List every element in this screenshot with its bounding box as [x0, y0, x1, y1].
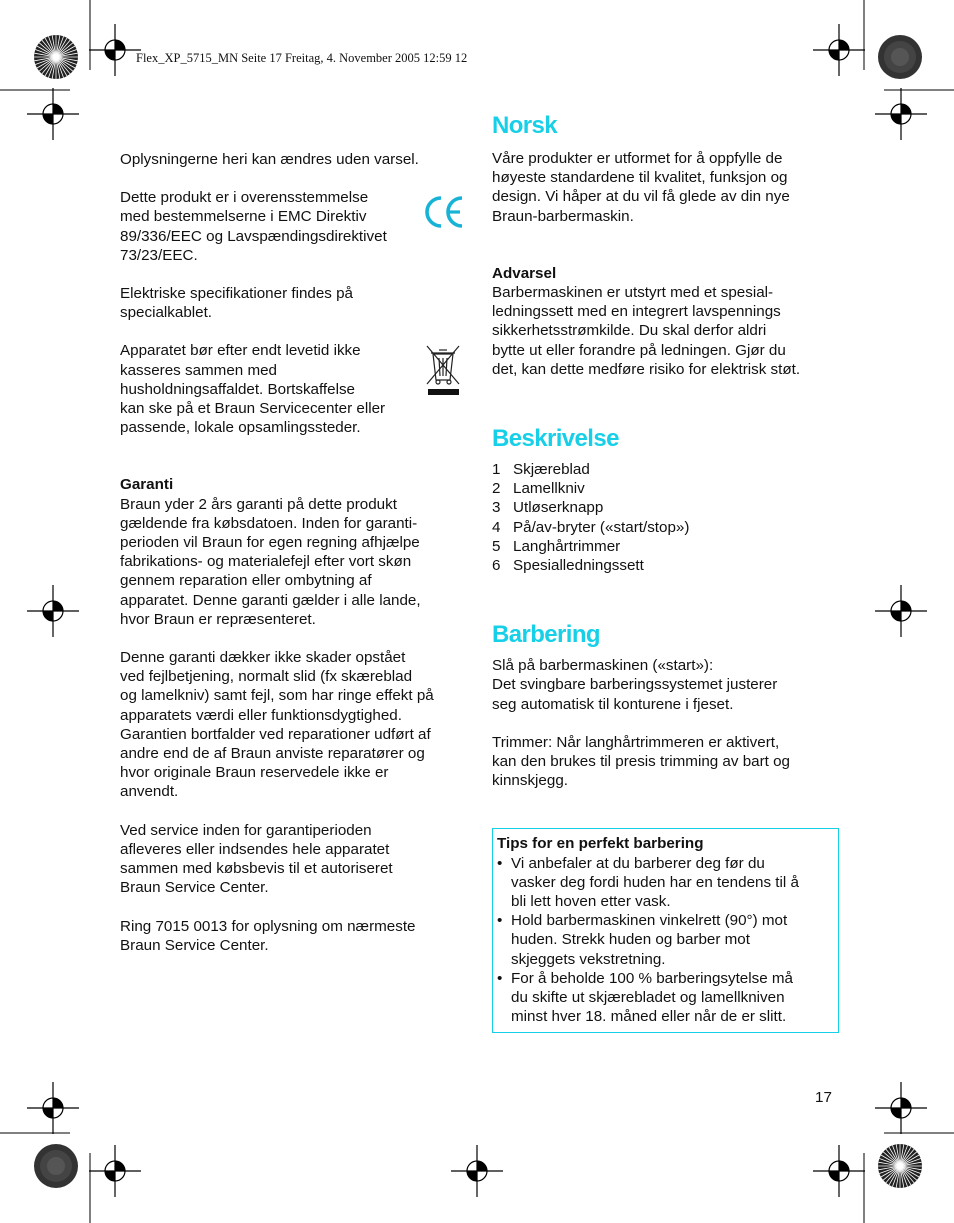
tip-item	[497, 911, 830, 969]
text-line: Braun Service Center.	[120, 879, 269, 897]
text-line: anvendt.	[120, 783, 179, 801]
text-line: skjeggets vekstretning.	[511, 950, 666, 968]
norsk-paragraph	[492, 149, 842, 226]
parts-list	[492, 460, 842, 575]
text-line: For å beholde 100 % barberingsytelse må	[511, 969, 793, 987]
list-item	[492, 556, 842, 575]
tip-item	[497, 969, 830, 1027]
registration-mark-icon	[451, 1145, 503, 1197]
ce-mark-icon	[421, 194, 465, 230]
barbering-paragraph	[492, 656, 842, 714]
text-line: sikkerhetsstrømkilde. Du skal derfor aldri	[492, 322, 767, 340]
registration-mark-icon	[27, 585, 79, 637]
text-line: passende, lokale opsamlingssteder.	[120, 419, 361, 437]
norsk-heading: Norsk	[492, 112, 558, 139]
item-label: Langhårtrimmer	[513, 537, 621, 555]
list-item	[492, 479, 842, 498]
text-line: Barbermaskinen er utstyrt med et spesial-	[492, 284, 774, 302]
right-column	[492, 112, 842, 1033]
text-line: med bestemmelserne i EMC Direktiv	[120, 208, 367, 226]
text-line: apparatets værdi eller funktionsdygtighed.	[120, 706, 402, 724]
crossed-bin-icon	[424, 342, 462, 398]
damage-paragraph	[120, 648, 465, 802]
color-wheel-icon	[877, 34, 923, 80]
bullet-icon: •	[497, 969, 503, 987]
tips-heading: Tips for en perfekt barbering	[497, 835, 704, 853]
text-line: Elektriske specifikationer findes på	[120, 285, 353, 303]
text-line: Braun Service Center.	[120, 936, 269, 954]
color-wheel-icon	[33, 34, 79, 80]
text-line: Ved service inden for garantiperioden	[120, 821, 372, 839]
page-number: 17	[815, 1089, 832, 1106]
text-line: Slå på barbermaskinen («start»):	[492, 657, 714, 675]
text-line: det, kan dette medføre risiko for elektrisk støt.	[492, 360, 801, 378]
registration-mark-icon	[875, 585, 927, 637]
text-line: afleveres eller indsendes hele apparatet	[120, 840, 390, 858]
text-line: Det svingbare barberingssystemet justerer	[492, 676, 778, 694]
text-line: huden. Strekk huden og barber mot	[511, 931, 750, 949]
text-line: Hold barbermaskinen vinkelrett (90°) mot	[511, 912, 788, 930]
text-line: specialkablet.	[120, 304, 213, 322]
text-line: design. Vi håper at du vil få glede av din nye	[492, 188, 790, 206]
registration-mark-icon	[875, 1082, 927, 1134]
item-label: Skjæreblad	[513, 461, 590, 479]
color-wheel-icon	[877, 1143, 923, 1189]
item-number: 6	[492, 557, 501, 575]
text-line: Trimmer: Når langhårtrimmeren er aktivert,	[492, 733, 780, 751]
list-item	[492, 460, 842, 479]
barbering-heading: Barbering	[492, 621, 600, 649]
bullet-icon: •	[497, 912, 503, 930]
service-paragraph	[120, 821, 465, 898]
text-line: du skifte ut skjærebladet og lamellkniven	[511, 989, 785, 1007]
trimmer-paragraph	[492, 733, 842, 791]
registration-mark-icon	[89, 1145, 141, 1197]
weee-paragraph	[120, 341, 465, 437]
left-column	[120, 150, 465, 955]
registration-mark-icon	[875, 88, 927, 140]
registration-mark-icon	[813, 24, 865, 76]
text-line: sammen med købsbevis til et autoriseret	[120, 860, 393, 878]
text-line: 73/23/EEC.	[120, 246, 198, 264]
text-line: Apparatet bør efter endt levetid ikke	[120, 342, 361, 360]
text-line: gældende fra købsdatoen. Inden for garanti-	[120, 514, 418, 532]
text-line: kinnskjegg.	[492, 772, 568, 790]
item-number: 3	[492, 499, 501, 517]
print-slug: Flex_XP_5715_MN Seite 17 Freitag, 4. November 2005 12:59 12	[136, 51, 468, 65]
text-line: Dette produkt er i overensstemmelse	[120, 189, 369, 207]
text-line: Våre produkter er utformet for å oppfylle de	[492, 150, 783, 167]
item-number: 5	[492, 537, 501, 555]
text-line: kan ske på et Braun Servicecenter eller	[120, 400, 386, 418]
bullet-icon: •	[497, 854, 503, 872]
text-line: kasseres sammen med	[120, 361, 277, 379]
text-line: høyeste standardene til kvalitet, funksjon og	[492, 169, 788, 187]
text-line: husholdningsaffaldet. Bortskaffelse	[120, 380, 356, 398]
text-line: perioden vil Braun for egen regning afhjælpe	[120, 534, 420, 552]
garanti-paragraph	[120, 495, 465, 629]
item-label: På/av-bryter («start/stop»)	[513, 518, 690, 536]
item-number: 2	[492, 480, 501, 498]
advarsel-paragraph	[492, 283, 842, 379]
registration-mark-icon	[89, 24, 141, 76]
text-line: minst hver 18. måned eller når de er slitt.	[511, 1008, 787, 1026]
item-label: Spesialledningssett	[513, 557, 644, 575]
text-line: Vi anbefaler at du barberer deg før du	[511, 854, 765, 872]
text-line: bli lett hoven etter vask.	[511, 893, 671, 911]
item-number: 1	[492, 461, 501, 479]
notice-paragraph: Oplysningerne heri kan ændres uden varsel.	[120, 151, 419, 168]
advarsel-heading: Advarsel	[492, 264, 557, 282]
text-line: bytte ut eller forandre på ledningen. Gjør du	[492, 341, 786, 359]
ring-paragraph	[120, 917, 465, 955]
text-line: kan den brukes til presis trimming av bart og	[492, 753, 790, 771]
spec-paragraph	[120, 284, 465, 322]
text-line: ved fejlbetjening, normalt slid (fx skæreblad	[120, 668, 413, 686]
item-number: 4	[492, 518, 501, 536]
text-line: Denne garanti dækker ikke skader opstået	[120, 649, 406, 667]
text-line: Ring 7015 0013 for oplysning om nærmeste	[120, 917, 416, 935]
text-line: vasker deg fordi huden har en tendens til å	[511, 873, 799, 891]
tip-item	[497, 854, 830, 912]
text-line: hvor originale Braun reservedele ikke er	[120, 764, 389, 782]
text-line: gennem reparation eller ombytning af	[120, 572, 372, 590]
tips-box	[492, 828, 839, 1032]
text-line: apparatet. Denne garanti gælder i alle lande,	[120, 591, 421, 609]
registration-mark-icon	[813, 1145, 865, 1197]
text-line: 89/336/EEC og Lavspændingsdirektivet	[120, 227, 387, 245]
beskrivelse-heading: Beskrivelse	[492, 425, 619, 453]
text-line: Braun yder 2 års garanti på dette produkt	[120, 495, 397, 513]
text-line: Garantien bortfalder ved reparationer udført af	[120, 725, 431, 743]
ce-paragraph	[120, 188, 410, 265]
text-line: hvor Braun er repræsenteret.	[120, 610, 316, 628]
text-line: Braun-barbermaskin.	[492, 207, 634, 225]
text-line: ledningssett med en integrert lavspennings	[492, 303, 781, 321]
text-line: fabrikations- og materialefejl efter vort skøn	[120, 553, 412, 571]
text-line: andre end de af Braun anviste reparatører og	[120, 745, 425, 763]
list-item	[492, 498, 842, 517]
list-item	[492, 537, 842, 556]
list-item	[492, 518, 842, 537]
text-line: seg automatisk til konturene i fjeset.	[492, 695, 734, 713]
item-label: Lamellkniv	[513, 480, 585, 498]
garanti-heading: Garanti	[120, 476, 174, 494]
item-label: Utløserknapp	[513, 499, 604, 517]
registration-mark-icon	[27, 1082, 79, 1134]
registration-mark-icon	[27, 88, 79, 140]
color-wheel-icon	[33, 1143, 79, 1189]
text-line: og lamelkniv) samt fejl, som har ringe effekt på	[120, 687, 434, 705]
